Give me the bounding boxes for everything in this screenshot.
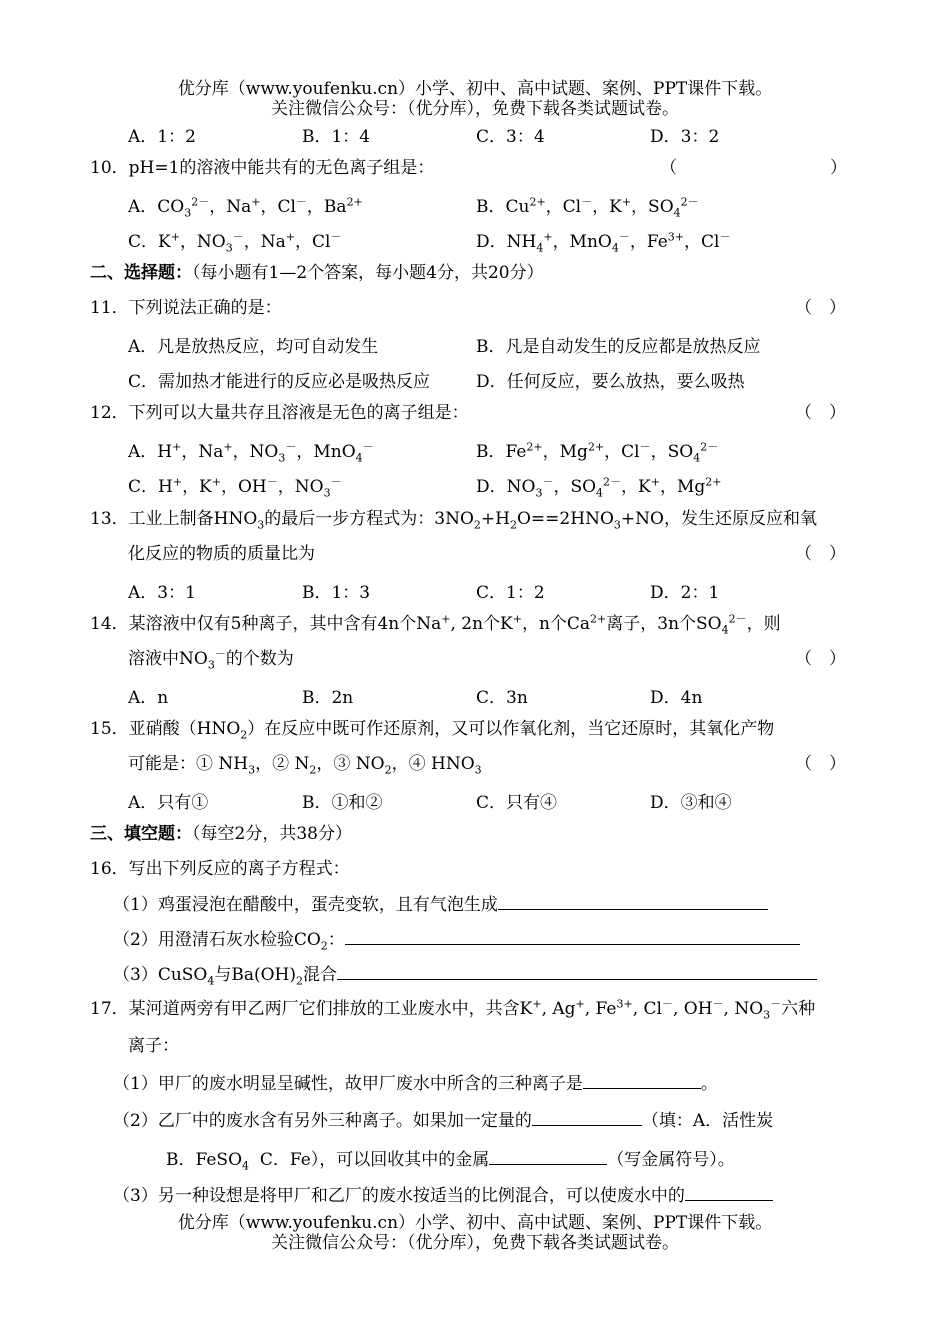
question-text: 的最后一步方程式为：3NO	[264, 509, 474, 529]
q9-option-b: B．1：4	[302, 127, 371, 147]
q13-answer-paren: （ ）	[795, 544, 846, 564]
q14-answer-paren: （ ）	[795, 649, 846, 669]
q10-option-c: C．K+，$NO_3^-$，Na+，Cl－	[128, 230, 342, 255]
question-text: ）在反应中既可作还原剂，又可以作氧化剂，当它还原时，其氧化产物	[247, 719, 775, 739]
q10-option-a: A．$CO_3^{2-}$，Na+，Cl－，$Ba^{2+}$	[128, 195, 363, 220]
header-line-2: 关注微信公众号：（优分库），免费下载各类试题试卷。	[271, 99, 679, 119]
sub-question-text: B．FeSO	[166, 1150, 243, 1170]
question-text: 工业上制备HNO	[128, 509, 258, 529]
sub-question-text: （1）鸡蛋浸泡在醋酸中，蛋壳变软，且有气泡生成	[113, 895, 498, 915]
question-text: 写出下列反应的离子方程式：	[128, 859, 350, 879]
q11-option-a: A．凡是放热反应，均可自动发生	[128, 337, 379, 357]
q9-option-d: D．3：2	[650, 127, 720, 147]
sub-question-text: （2）用澄清石灰水检验CO	[113, 930, 321, 950]
q13-option-d: D．2：1	[650, 583, 720, 603]
q14-stem-line-2: 溶液中$NO_3^-$的个数为	[128, 647, 294, 672]
section-title: 三、填空题：	[90, 824, 192, 844]
q11-option-d: D．任何反应，要么放热，要么吸热	[476, 372, 745, 392]
section-note: （每小题有1—2个答案，每小题4分，共20分）	[192, 263, 544, 283]
header-line-1: 优分库（www.youfenku.cn）小学、初中、高中试题、案例、PPT课件下载。	[177, 79, 773, 99]
q17-sub-2-line-2: B．FeSO$_4$ C．Fe），可以回收其中的金属 （写金属符号）。	[166, 1150, 735, 1173]
footer-line-1: 优分库（www.youfenku.cn）小学、初中、高中试题、案例、PPT课件下载。	[177, 1213, 773, 1233]
answer-blank[interactable]	[532, 1109, 642, 1126]
answer-blank[interactable]	[685, 1184, 773, 1201]
q16-stem	[90, 858, 350, 880]
question-text: 下列可以大量共存且溶液是无色的离子组是：	[128, 403, 469, 423]
q10-option-b: B．$Cu^{2+}$，Cl－，K+，$SO_4^{2-}$	[476, 195, 699, 220]
q16-sub-3: （3）CuSO$_4$与$Ba(OH)_2$混合	[113, 963, 817, 986]
q10-answer-paren: （ ）	[660, 158, 847, 178]
q12-option-a: A．H+，Na+，$NO_3^-$，MnO$_4$－	[128, 440, 374, 465]
answer-blank[interactable]	[498, 893, 768, 910]
answer-blank[interactable]	[489, 1148, 607, 1165]
answer-blank[interactable]	[345, 928, 800, 945]
q14-stem: 14．某溶液中仅有5种离子，其中含有4n个Na+, 2n个K+，n个$Ca^{2+}$离子，3n个$SO_4^{2-}$，则	[90, 612, 781, 637]
q13-option-c: C．1：2	[476, 583, 545, 603]
question-number: 11．	[90, 298, 129, 318]
q13-stem-line-2: 化反应的物质的质量比为	[128, 544, 315, 564]
answer-blank[interactable]	[337, 963, 817, 980]
q17-sub-2	[113, 1109, 773, 1132]
question-number: 10．	[90, 158, 129, 178]
q15-option-b: B．①和②	[302, 793, 383, 813]
q13-option-b: B．1：3	[302, 583, 371, 603]
sub-question-text: 混合	[303, 965, 338, 985]
question-number: 14．	[90, 614, 129, 634]
sub-question-text: （3）CuSO	[113, 965, 208, 985]
sub-question-text: （3）另一种设想是将甲厂和乙厂的废水按适当的比例混合，可以使废水中的	[113, 1186, 685, 1206]
q15-stem-line-2: 可能是：① $NH_3$，② $N_2$，③ $NO_2$，④ $HNO_3$	[128, 754, 482, 777]
q14-option-c: C．3n	[476, 688, 528, 708]
q12-stem	[90, 402, 469, 424]
question-number: 13．	[90, 509, 129, 529]
q15-option-d: D．③和④	[650, 793, 732, 813]
q17-sub-3	[113, 1184, 773, 1207]
question-number: 15．	[90, 719, 129, 739]
question-number: 12．	[90, 403, 129, 423]
q10-stem	[90, 157, 434, 179]
q17-stem: 17．某河道两旁有甲乙两厂它们排放的工业废水中，共含K+, Ag+, $Fe^{3+}$, Cl－, OH－, $NO_3^-$六种	[90, 997, 816, 1022]
q10-option-d: D．$NH_4^+$，MnO$_4$－，$Fe^{3+}$，Cl－	[476, 230, 731, 255]
section-3-heading	[90, 823, 352, 845]
question-text: +H	[480, 509, 510, 529]
q11-stem	[90, 297, 282, 319]
q12-option-c: C．H+，K+，OH－，$NO_3^-$	[128, 475, 342, 500]
sub-question-text: 与Ba(OH)	[214, 965, 297, 985]
question-number: 16．	[90, 859, 129, 879]
question-number: 17．	[90, 999, 129, 1019]
q13-stem: 13．工业上制备$HNO_3$的最后一步方程式为：$3NO_2+H_2O==2HNO_3+NO$，发生还原反应和氧	[90, 509, 817, 532]
q11-answer-paren: （ ）	[795, 298, 846, 318]
q12-option-b: B．$Fe^{2+}$，$Mg^{2+}$，Cl－，$SO_4^{2-}$	[476, 440, 719, 465]
q14-option-b: B．2n	[302, 688, 354, 708]
q17-sub-1: （1）甲厂的废水明显呈碱性，故甲厂废水中所含的三种离子是 。	[113, 1074, 718, 1094]
section-note: （每空2分，共38分）	[192, 824, 352, 844]
q14-option-d: D．4n	[650, 688, 703, 708]
question-text: +NO，发生还原反应和氧	[620, 509, 817, 529]
q12-answer-paren: （ ）	[795, 403, 846, 423]
sub-question-text: （1）甲厂的废水明显呈碱性，故甲厂废水中所含的三种离子是	[113, 1074, 583, 1094]
q15-option-a: A．只有①	[128, 793, 209, 813]
q17-stem-line-2: 离子：	[128, 1036, 179, 1056]
q9-option-c: C．3：4	[476, 127, 545, 147]
q15-stem: 15．亚硝酸$(HNO_2)$在反应中既可作还原剂，又可以作氧化剂，当它还原时，其氧化产物	[90, 719, 775, 742]
sub-question-text: （填：A．活性炭	[641, 1111, 774, 1131]
question-text: 下列说法正确的是：	[128, 298, 282, 318]
sub-question-text: （写金属符号）。	[607, 1150, 735, 1170]
q13-option-a: A．3：1	[128, 583, 196, 603]
section-2-heading	[90, 262, 544, 284]
sub-question-text: C．Fe），可以回收其中的金属	[259, 1150, 490, 1170]
section-title: 二、选择题：	[90, 263, 192, 283]
sub-question-text: （2）乙厂中的废水含有另外三种离子。如果加一定量的	[113, 1111, 532, 1131]
q11-option-c: C．需加热才能进行的反应必是吸热反应	[128, 372, 431, 392]
question-text: O==2HNO	[517, 509, 614, 529]
q12-option-d: D．$NO_3^-$，$SO_4^{2-}$，K+，$Mg^{2+}$	[476, 475, 722, 500]
q16-sub-2: （2）用澄清石灰水检验$CO_2$：	[113, 928, 800, 951]
question-text: 亚硝酸（HNO	[128, 719, 241, 739]
q14-option-a: A．n	[128, 688, 169, 708]
q15-option-c: C．只有④	[476, 793, 558, 813]
q9-option-a: A．1：2	[128, 127, 196, 147]
question-text: pH=1的溶液中能共有的无色离子组是：	[128, 158, 435, 178]
q15-answer-paren: （ ）	[795, 754, 846, 774]
q16-sub-1	[113, 893, 768, 916]
q11-option-b: B．凡是自动发生的反应都是放热反应	[476, 337, 761, 357]
footer-line-2: 关注微信公众号：（优分库），免费下载各类试题试卷。	[271, 1233, 679, 1253]
answer-blank[interactable]	[583, 1072, 701, 1089]
